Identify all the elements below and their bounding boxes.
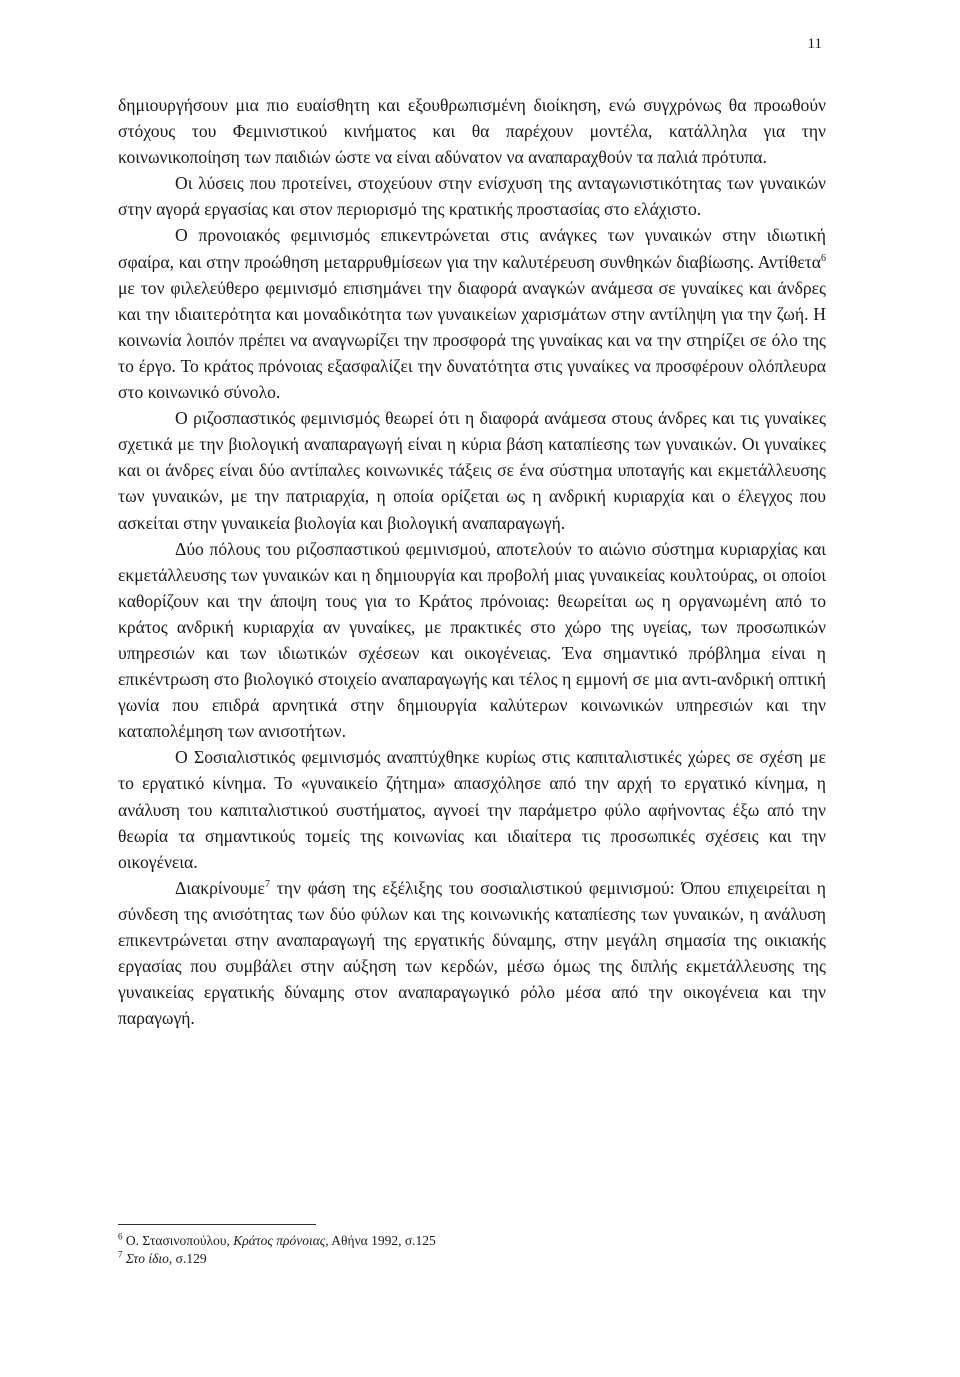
footnote-reference: 7 — [264, 878, 270, 890]
footnote — [118, 1232, 718, 1250]
paragraph — [118, 744, 826, 874]
footnote-marker: 6 — [118, 1231, 123, 1242]
paragraph-text: με τον φιλελεύθερο φεμινισμό επισημάνει την διαφορά αναγκών ανάμεσα σε γυναίκες και άνδρες και την ιδιαιτερότητα και μοναδικότητα των γυναικείων χαρισμάτων στην αντίληψη για την ζωή. Η κοινωνία λοιπόν πρέπει να αναγνωρίζει την προσφορά της γυναίκας και να την στηρίζει σε όλο της το έργο. Το κράτος πρόνοιας εξασφαλίζει την δυνατότητα στις γυναίκες να προσφέρουν ολόπλευρα στο κοινωνικό σύνολο. — [118, 277, 826, 403]
paragraph — [118, 536, 826, 745]
paragraph-text: Ο ριζοσπαστικός φεμινισμός θεωρεί ότι η διαφορά ανάμεσα στους άνδρες και τις γυναίκες σχετικά με την βιολογική αναπαραγωγή είναι η κύρια βάση καταπίεσης των γυναικών. Οι γυναίκες και οι άνδρες είναι δύο αντίπαλες κοινωνικές τάξεις σε ένα σύστημα υποταγής και εκμετάλλευσης των γυναικών, με την πατριαρχία, η οποία ορίζεται ως η ανδρική κυριαρχία και ο έλεγχος που ασκείται στην γυναικεία βιολογία και βιολογική αναπαραγωγή. — [118, 408, 826, 533]
footnote — [118, 1250, 718, 1268]
footnotes — [118, 1232, 718, 1268]
body-text — [118, 92, 826, 1031]
paragraph-text: Δύο πόλους του ριζοσπαστικού φεμινισμού, αποτελούν το αιώνιο σύστημα κυριαρχίας και εκμετάλλευσης των γυναικών και η δημιουργία και προβολή μιας γυναικείας κουλτούρας, οι οποίοι καθορίζουν και την άποψη τους για το Κράτος πρόνοιας: θεωρείται ως η οργανωμένη από το κράτος ανδρική κυριαρχία αν γυναίκες, με πρακτικές στο χώρο της υγείας, των προσωπικών υπηρεσιών και των ιδιωτικών σχέσεων και οικογένειας. Ένα σημαντικό πρόβλημα είναι η επικέντρωση στο βιολογικό στοιχείο αναπαραγωγής και τέλος η εμμονή σε μια αντι-ανδρική οπτική γωνία που επιδρά αρνητικά στην δημιουργία καλύτερων κοινωνικών υπηρεσιών και την καταπολέμηση των ανισοτήτων. — [118, 538, 826, 742]
paragraph-text: Ο προνοιακός φεμινισμός επικεντρώνεται στις ανάγκες των γυναικών στην ιδιωτική σφαίρα, και στην προώθηση μεταρρυθμίσεων για την καλυτέρευση συνθηκών διαβίωσης. Αντίθετα — [118, 225, 826, 272]
paragraph — [118, 92, 826, 170]
footnote-text: Ο. Στασινοπούλου, — [122, 1233, 234, 1248]
paragraph — [118, 875, 826, 1032]
paragraph-text: Διακρίνουμε — [175, 877, 265, 898]
paragraph — [118, 222, 826, 405]
footnote-text: , Αθήνα 1992, σ.125 — [325, 1233, 436, 1248]
paragraph-text: Ο Σοσιαλιστικός φεμινισμός αναπτύχθηκε κυρίως στις καπιταλιστικές χώρες σε σχέση με το εργατικό κίνημα. Το «γυναικείο ζήτημα» απασχόλησε από την αρχή το εργατικό κίνημα, η ανάλυση του καπιταλιστικού συστήματος, αγνοεί την παράμετρο φύλο αφήνοντας έξω από την θεωρία τα σημαντικούς τομείς της κοινωνίας και ιδιαίτερα τις προσωπικές σχέσεις και την οικογένεια. — [118, 747, 826, 872]
footnote-title: Κράτος πρόνοιας — [233, 1233, 326, 1248]
paragraph-text: δημιουργήσουν μια πιο ευαίσθητη και εξουθρωπισμένη διοίκηση, ενώ συγχρόνως θα προωθούν στόχους του Φεμινιστικού κινήματος και θα παρέχουν μοντέλα, κατάλληλα για την κοινωνικοποίηση των παιδιών ώστε να είναι αδύνατον να αναπαραχθούν τα παλιά πρότυπα. — [118, 95, 826, 168]
footnote-divider — [118, 1224, 316, 1225]
paragraph-text: την φάση της εξέλιξης του σοσιαλιστικού φεμινισμού: Όπου επιχειρείται η σύνδεση της ανισότητας των δύο φύλων και της κοινωνικής καταπίεσης των γυναικών, η ανάλυση επικεντρώνεται στην αναπαραγωγή της εργατικής δύναμης, στην μεγάλη σημασία της οικιακής εργασίας που συμβάλει στην αύξηση των κερδών, μέσω όμως της διπλής εκμετάλλευσης της γυναικείας εργατικής δύναμης στον αναπαραγωγικό ρόλο μέσα από την οικογένεια και την παραγωγή. — [118, 877, 826, 1029]
footnote-reference: 6 — [821, 252, 826, 264]
paragraph — [118, 405, 826, 535]
footnote-title: Στο ίδιο — [125, 1251, 169, 1266]
footnote-marker: 7 — [118, 1249, 123, 1260]
paragraph-text: Οι λύσεις που προτείνει, στοχεύουν στην ενίσχυση της ανταγωνιστικότητας των γυναικών στην αγορά εργασίας και στον περιορισμό της κρατικής προστασίας στο ελάχιστο. — [118, 173, 826, 220]
footnote-text: , σ.129 — [168, 1251, 207, 1266]
page-number: 11 — [807, 36, 822, 52]
paragraph — [118, 170, 826, 222]
